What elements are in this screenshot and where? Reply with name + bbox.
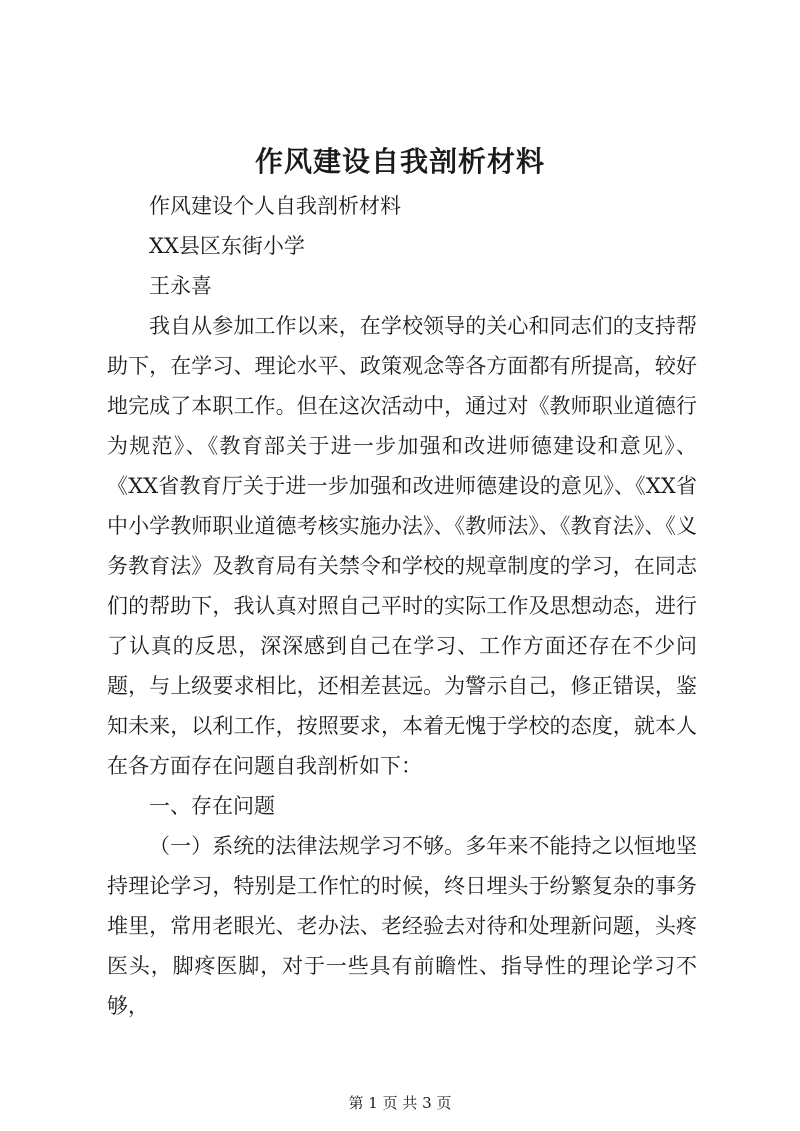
subtitle-paragraph: 作风建设个人自我剖析材料 bbox=[149, 194, 401, 218]
document-title: 作风建设自我剖析材料 bbox=[254, 145, 545, 178]
issue-paragraph: （一）系统的法律法规学习不够。多年来不能持之以恒地坚持理论学习，特别是工作忙的时候，终日埋头于纷繁复杂的事务堆里，常用老眼光、老办法、老经验去对待和处理新问题，头疼医头，脚疼医脚，对于一些具有前瞻性、指导性的理论学习不够， bbox=[107, 834, 697, 1018]
page-footer: 第 1 页 共 3 页 bbox=[348, 1094, 452, 1112]
document-body bbox=[107, 186, 697, 1026]
intro-paragraph: 我自从参加工作以来，在学校领导的关心和同志们的支持帮助下，在学习、理论水平、政策观念等各方面都有所提高，较好地完成了本职工作。但在这次活动中，通过对《教师职业道德行为规范》、《教育部关于进一步加强和改进师德建设和意见》、《XX省教育厅关于进一步加强和改进师德建设的意见》、《XX省中小学教师职业道德考核实施办法》、《教师法》、《教育法》、《义务教育法》及教育局有关禁令和学校的规章制度的学习，在同志们的帮助下，我认真对照自己平时的实际工作及思想动态，进行了认真的反思，深深感到自己在学习、工作方面还存在不少问题，与上级要求相比，还相差甚远。为警示自己，修正错误，鉴知未来，以利工作，按照要求，本着无愧于学校的态度，就本人在各方面存在问题自我剖析如下： bbox=[107, 314, 697, 778]
author-paragraph: 王永喜 bbox=[149, 274, 212, 298]
school-paragraph: XX县区东街小学 bbox=[149, 234, 305, 258]
section-heading: 一、存在问题 bbox=[149, 794, 275, 818]
